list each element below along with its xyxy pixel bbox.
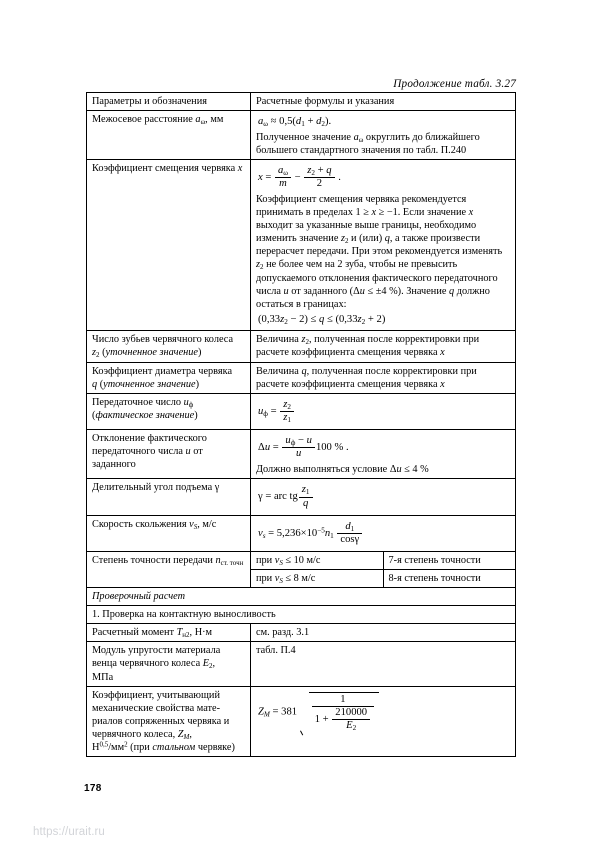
row-label-worm-shift-coefficient: Коэффициент смещения червяка x: [87, 159, 251, 331]
note-gear-ratio-deviation: Должно выполняться условие Δu ≤ 4 %: [256, 464, 429, 476]
table-row: [87, 111, 516, 160]
table-row: [87, 686, 516, 756]
result-accuracy-8: 8-я степень точности: [383, 570, 516, 588]
section-heading-verification: Проверочный расчет: [87, 588, 516, 606]
row-label-material-coefficient: Коэффициент, учитывающий механические свойства материалов сопряженных червяка и червячного колеса, $Z_M$, $Н^{0,5}/мм^2$ (при стальном червяке): [87, 686, 251, 756]
section-heading-row: [87, 606, 516, 624]
table-row: [87, 393, 516, 429]
table-row: [87, 624, 516, 642]
note-shift-coefficient: Коэффициент смещения червяка рекомендуется принимать в пределах 1 ≥ x ≥ −1. Если значение x выходит за указанные выше границы, необходимо изменить значение $z_2$ и (или) q, а также произвести перерасчет передачи. При этом рекомендуется изменять $z_2$ не более чем на 2 зуба, чтобы не превысить допускаемого отклонения фактического передаточного числа u от заданного (Δu ≤ ±4 %). Значение q должно остаться в границах:: [256, 194, 503, 310]
header-cell-formulas: Расчетные формулы и указания: [251, 93, 516, 111]
table-row: [87, 552, 516, 570]
table-row: [87, 362, 516, 393]
row-label-sliding-speed: Скорость скольжения $v_S$, м/с: [87, 515, 251, 551]
row-label-accuracy-degree: Степень точности передачи $n_{ст. точн}$: [87, 552, 251, 588]
table-row: [87, 515, 516, 551]
row-value-wheel-teeth-number: Величина $z_2$, полученная после корректировки при расчете коэффициента смещения червяка x: [251, 331, 516, 362]
row-label-design-moment: Расчетный момент $T_{н2}$, Н·м: [87, 624, 251, 642]
section-heading-contact-endurance: 1. Проверка на контактную выносливость: [87, 606, 516, 624]
row-value-design-moment: см. разд. 3.1: [251, 624, 516, 642]
formula-gear-ratio-actual: $u_ф$ = $\frac{z_2}{z_1}$: [256, 396, 511, 427]
row-label-lead-angle: Делительный угол подъема γ: [87, 479, 251, 515]
row-value-gear-ratio-deviation: [251, 429, 516, 478]
row-value-gear-ratio-actual: [251, 393, 516, 429]
row-label-worm-diameter-coefficient: Коэффициент диаметра червяка q (уточненное значение): [87, 362, 251, 393]
result-accuracy-7: 7-я степень точности: [383, 552, 516, 570]
watermark-url: https://urait.ru: [33, 826, 105, 838]
formula-sliding-speed: $v_s = 5,236\times 10^{-5}n_1$ $\frac{d_1}{\cos\gamma}$: [256, 518, 511, 549]
parameters-table: [86, 92, 516, 757]
row-label-elastic-modulus: Модуль упругости материала венца червячного колеса $E_2$, МПа: [87, 642, 251, 686]
row-value-worm-shift-coefficient: [251, 159, 516, 331]
header-cell-parameters: Параметры и обозначения: [87, 93, 251, 111]
formula-q-limits: $(0,33z_2 - 2) \le q \le (0,33z_2 + 2)$: [258, 313, 386, 326]
table-row: [87, 159, 516, 331]
row-value-sliding-speed: [251, 515, 516, 551]
row-label-gear-ratio-deviation: Отклонение фактического передаточного числа u от заданного: [87, 429, 251, 478]
condition-accuracy-7: при $v_S \le 10$ м/с: [251, 552, 384, 570]
formula-shift-coefficient: x = $\frac{a_\omega}{m}$ − $\frac{z_2 + q}{2}$ .: [258, 164, 341, 189]
row-value-interaxial-distance: [251, 111, 516, 160]
table-row: [87, 479, 516, 515]
page-number: 178: [84, 783, 102, 794]
formula-interaxial-distance: $a_\omega \approx 0,5(d_1 + d_2)$.: [258, 116, 332, 128]
formula-gear-ratio-deviation: Δu = $\frac{u_ф - u}{u}$ 100 % .: [258, 434, 349, 460]
section-heading-row: [87, 588, 516, 606]
note-interaxial-distance: Полученное значение $a_\omega$ округлить до ближайшего большего стандартного значения по табл. П.240: [256, 131, 480, 156]
table-row: [87, 331, 516, 362]
condition-accuracy-8: при $v_S \le 8$ м/с: [251, 570, 384, 588]
row-value-material-coefficient: [251, 686, 516, 756]
running-head: Продолжение табл. 3.27: [393, 78, 516, 90]
row-value-elastic-modulus: табл. П.4: [251, 642, 516, 686]
row-label-gear-ratio-actual: Передаточное число $u_ф$ (фактическое значение): [87, 393, 251, 429]
formula-lead-angle: γ = arc tg $\frac{z_1}{q}$: [256, 481, 511, 512]
row-label-interaxial-distance: Межосевое расстояние $a_\omega$, мм: [87, 111, 251, 160]
row-value-lead-angle: [251, 479, 516, 515]
formula-material-coefficient: $Z_M = 381$ 1 1 + $\frac{210000}{E_2}$: [256, 689, 511, 736]
table-row: [87, 429, 516, 478]
table-header-row: [87, 93, 516, 111]
row-label-wheel-teeth-number: Число зубьев червячного колеса $z_2$ (уточненное значение): [87, 331, 251, 362]
table-row: [87, 642, 516, 686]
row-value-worm-diameter-coefficient: Величина q, полученная после корректировки при расчете коэффициента смещения червяка x: [251, 362, 516, 393]
